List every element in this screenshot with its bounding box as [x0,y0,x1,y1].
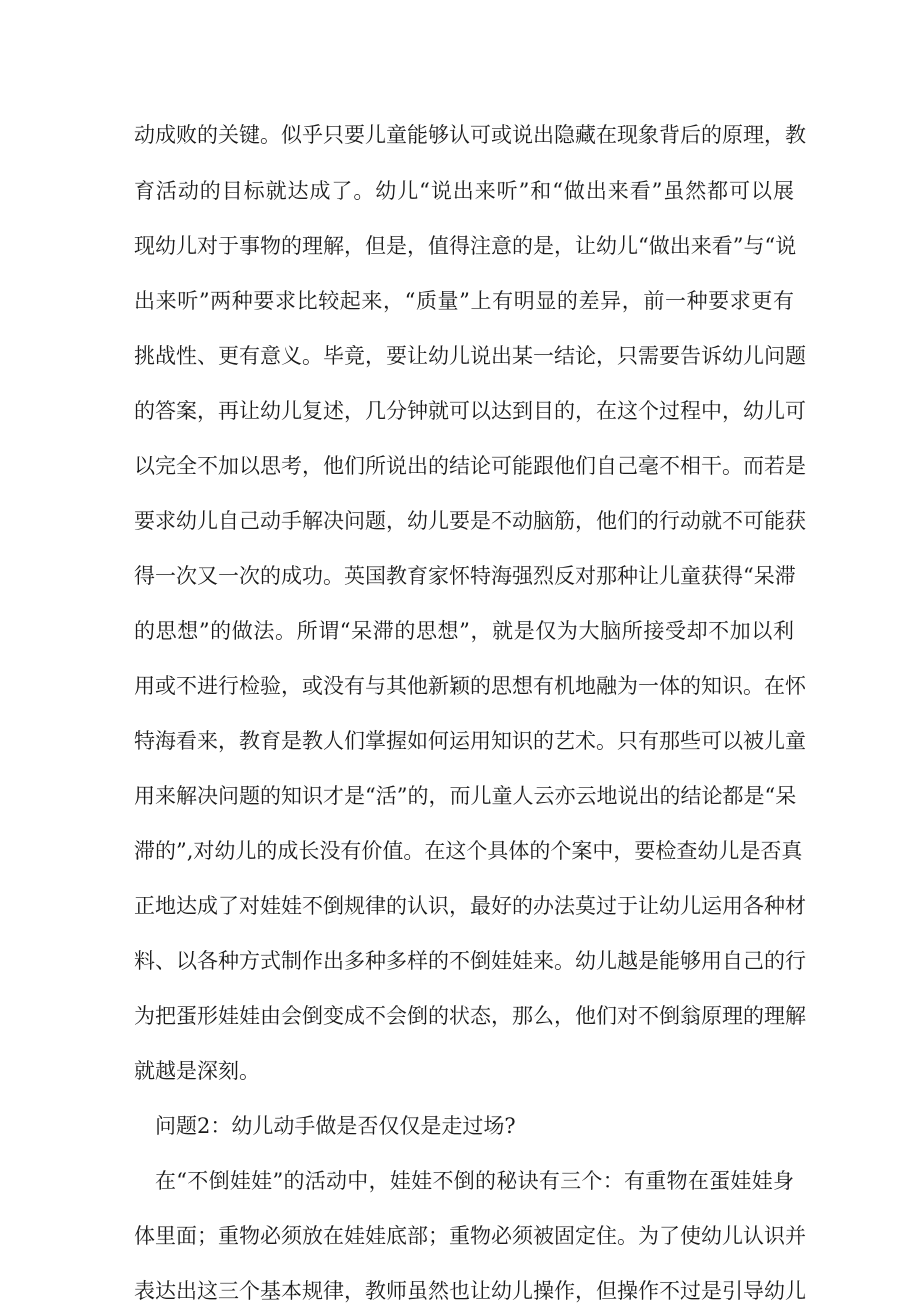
text-line: 正地达成了对娃娃不倒规律的认识，最好的办法莫过于让幼儿运用各种材 [134,894,806,918]
text-line: 为把蛋形娃娃由会倒变成不会倒的状态，那么，他们对不倒翁原理的理解 [134,1004,806,1028]
text-line: 挑战性、更有意义。毕竟，要让幼儿说出某一结论，只需要告诉幼儿问题 [134,344,806,368]
text-line: 得一次又一次的成功。英国教育家怀特海强烈反对那种让儿童获得“呆滞 [134,564,796,588]
text-line: 就越是深刻。 [134,1059,260,1083]
text-line: 育活动的目标就达成了。幼儿“说出来听”和“做出来看”虽然都可以展 [134,179,794,203]
text-line: 表达出这三个基本规律，教师虽然也让幼儿操作，但操作不过是引导幼儿 [134,1279,806,1303]
text-line: 滞的”,对幼儿的成长没有价值。在这个具体的个案中，要检查幼儿是否真 [134,839,803,863]
text-line: 的思想”的做法。所谓“呆滞的思想”，就是仅为大脑所接受却不加以利 [134,619,794,643]
text-line: 要求幼儿自己动手解决问题，幼儿要是不动脑筋，他们的行动就不可能获 [134,509,806,533]
text-line: 特海看来，教育是教人们掌握如何运用知识的艺术。只有那些可以被儿童 [134,729,806,753]
text-line: 用来解决问题的知识才是“活”的，而儿童人云亦云地说出的结论都是“呆 [134,784,797,808]
text-line: 用或不进行检验，或没有与其他新颖的思想有机地融为一体的知识。在怀 [134,674,806,698]
text-line: 的答案，再让幼儿复述，几分钟就可以达到目的，在这个过程中，幼儿可 [134,399,806,423]
text-line: 出来听”两种要求比较起来，“质量”上有明显的差异，前一种要求更有 [134,289,794,313]
text-line: 体里面；重物必须放在娃娃底部；重物必须被固定住。为了使幼儿认识并 [134,1224,806,1248]
text-line: 动成败的关键。似乎只要儿童能够认可或说出隐藏在现象背后的原理，教 [134,123,806,147]
text-line: 现幼儿对于事物的理解，但是，值得注意的是，让幼儿“做出来看”与“说 [134,234,797,258]
text-line: 以完全不加以思考，他们所说出的结论可能跟他们自己毫不相干。而若是 [134,454,806,478]
text-line: 料、以各种方式制作出多种多样的不倒娃娃来。幼儿越是能够用自己的行 [134,949,806,973]
section-heading: 问题2：幼儿动手做是否仅仅是走过场? [155,1114,516,1138]
text-line: 在“不倒娃娃”的活动中，娃娃不倒的秘诀有三个：有重物在蛋娃娃身 [155,1169,794,1193]
